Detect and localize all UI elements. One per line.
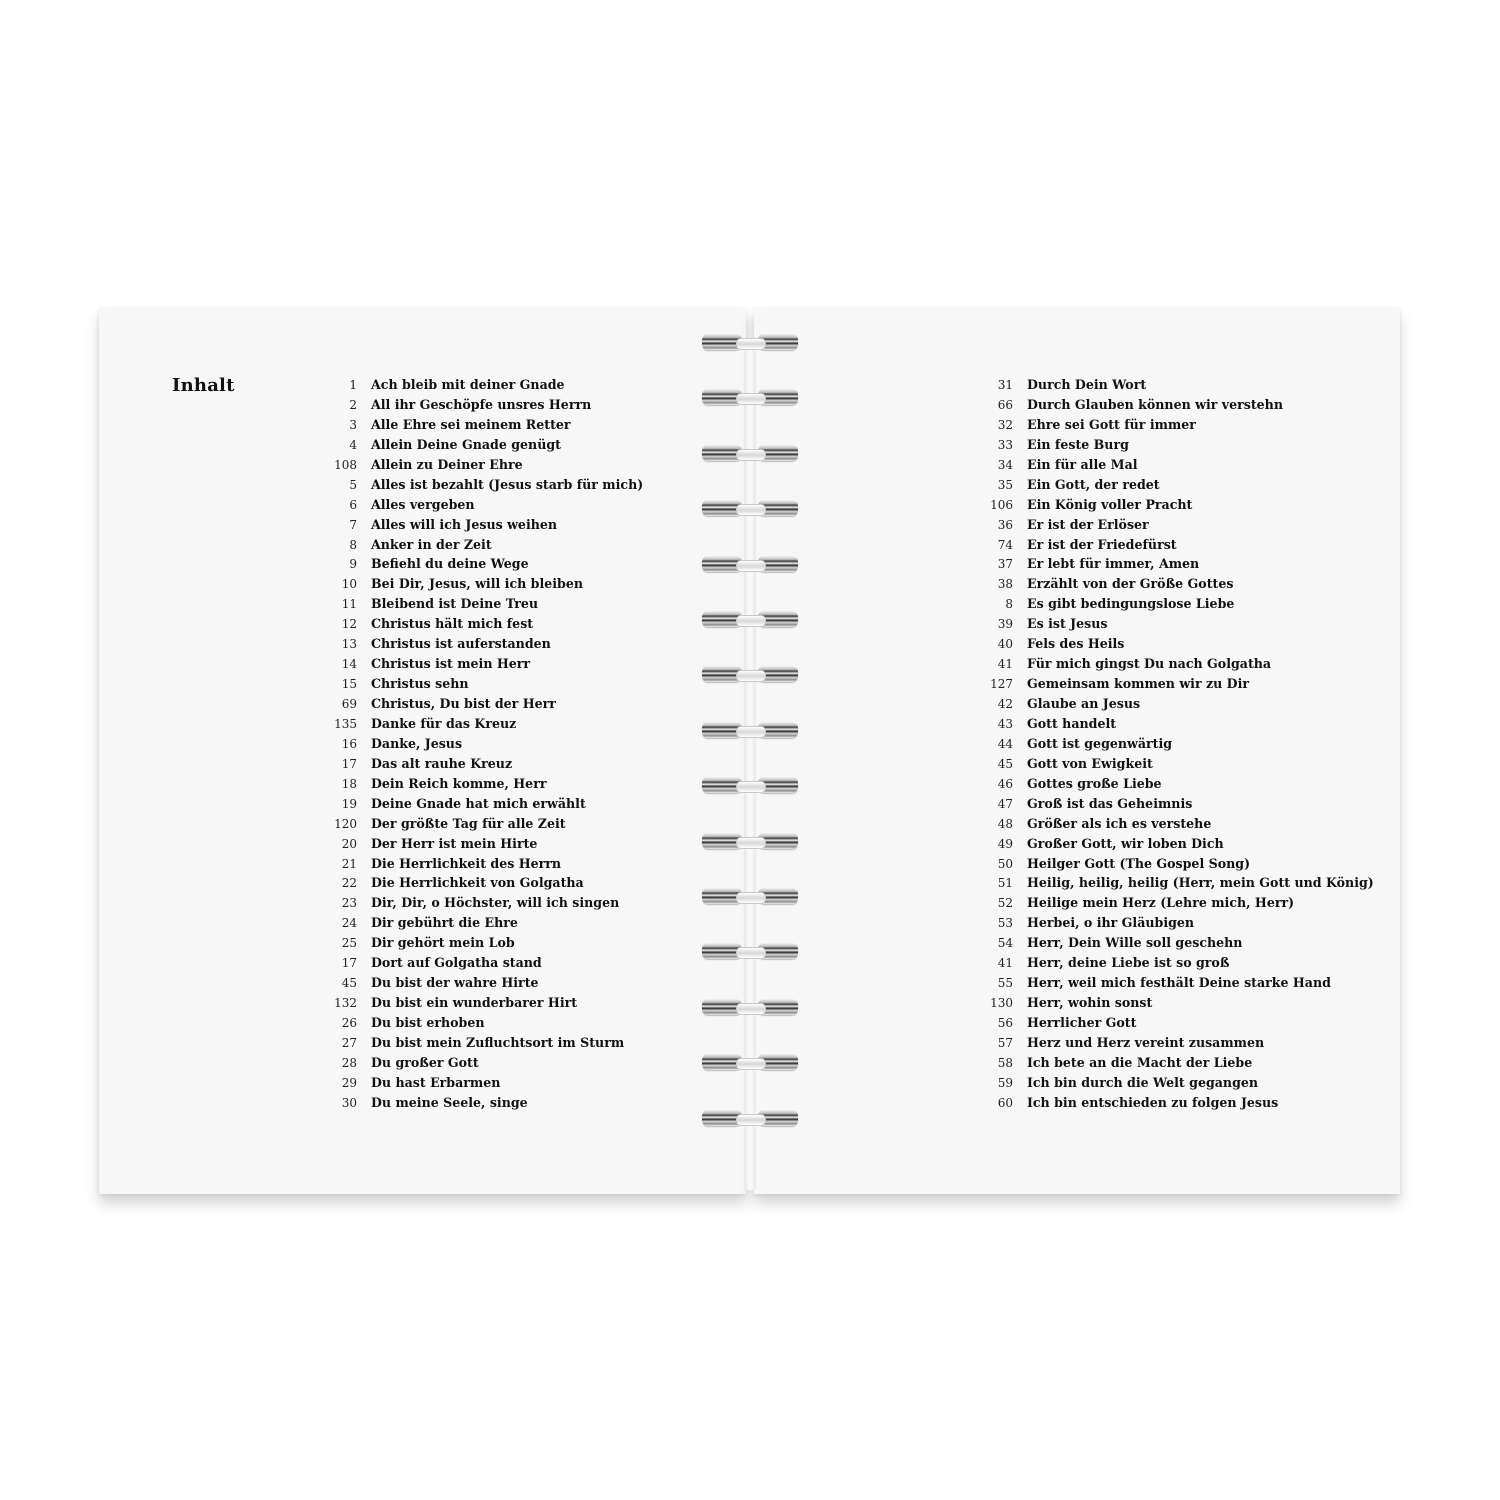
toc-entry-number: 11 xyxy=(341,597,357,612)
toc-entry xyxy=(319,654,643,674)
toc-entry xyxy=(975,814,1374,834)
toc-entry xyxy=(975,674,1374,694)
toc-entry xyxy=(319,854,643,874)
toc-entry-title: Gottes große Liebe xyxy=(1027,775,1162,791)
toc-entry-number: 18 xyxy=(341,776,357,791)
spiral-ring xyxy=(700,332,800,354)
toc-entry xyxy=(319,415,643,435)
toc-entry-number: 106 xyxy=(990,497,1013,512)
toc-entry-title: Ehre sei Gott für immer xyxy=(1027,416,1196,432)
toc-entry-title: Herr, Dein Wille soll geschehn xyxy=(1027,935,1243,951)
toc-entry xyxy=(975,754,1374,774)
toc-entry-title: Durch Dein Wort xyxy=(1027,377,1147,392)
toc-entry xyxy=(975,834,1374,854)
toc-entry xyxy=(319,475,643,495)
toc-entry-number: 37 xyxy=(997,557,1013,572)
toc-entry-number: 35 xyxy=(997,477,1013,492)
toc-entry-number: 45 xyxy=(997,756,1013,771)
toc-entry-number: 51 xyxy=(997,876,1013,891)
toc-entry-number: 3 xyxy=(349,417,357,432)
toc-entry xyxy=(319,734,643,754)
toc-list-left xyxy=(319,375,643,1113)
toc-entry-number: 10 xyxy=(341,577,357,592)
toc-entry-title: Bleibend ist Deine Treu xyxy=(371,596,538,612)
toc-entry-title: Alles ist bezahlt (Jesus starb für mich) xyxy=(371,476,644,492)
toc-entry xyxy=(975,933,1374,953)
toc-entry-title: Glaube an Jesus xyxy=(1027,696,1141,711)
toc-entry-title: Du bist ein wunderbarer Hirt xyxy=(371,995,578,1011)
toc-entry xyxy=(319,814,643,834)
toc-entry-title: Gemeinsam kommen wir zu Dir xyxy=(1027,676,1250,692)
toc-entry-number: 32 xyxy=(997,417,1013,432)
toc-entry-number: 23 xyxy=(341,896,357,911)
toc-entry xyxy=(975,893,1374,913)
toc-entry-title: Herr, weil mich festhält Deine starke Hand xyxy=(1027,975,1331,991)
toc-entry-title: Du meine Seele, singe xyxy=(371,1094,528,1110)
toc-entry-title: Herr, deine Liebe ist so groß xyxy=(1027,955,1230,971)
toc-entry-title: Der Herr ist mein Hirte xyxy=(371,835,538,851)
toc-entry-number: 12 xyxy=(341,617,357,632)
toc-entry xyxy=(319,1053,643,1073)
toc-entry-number: 29 xyxy=(341,1075,357,1090)
toc-entry-number: 135 xyxy=(334,716,357,731)
toc-entry-number: 19 xyxy=(341,796,357,811)
toc-entry-title: Es ist Jesus xyxy=(1027,616,1108,632)
toc-entry-number: 49 xyxy=(997,836,1013,851)
toc-entry-number: 40 xyxy=(997,637,1013,652)
toc-entry xyxy=(319,953,643,973)
toc-entry-title: Er ist der Friedefürst xyxy=(1027,536,1177,552)
toc-entry-title: Ein für alle Mal xyxy=(1027,456,1138,472)
toc-entry-number: 120 xyxy=(334,816,357,831)
toc-entry-title: Alles vergeben xyxy=(371,496,475,512)
toc-entry-number: 46 xyxy=(997,776,1013,791)
toc-entry-title: Du bist erhoben xyxy=(371,1015,485,1030)
toc-entry-title: Heilige mein Herz (Lehre mich, Herr) xyxy=(1027,895,1295,911)
toc-entry-title: Fels des Heils xyxy=(1027,636,1125,652)
toc-entry-title: Allein Deine Gnade genügt xyxy=(371,436,561,452)
toc-entry-title: Dort auf Golgatha stand xyxy=(371,955,542,971)
toc-entry xyxy=(319,774,643,794)
toc-entry-number: 5 xyxy=(349,477,357,492)
toc-entry xyxy=(975,395,1374,415)
toc-entry xyxy=(975,634,1374,654)
spiral-ring xyxy=(700,664,800,686)
toc-entry-number: 13 xyxy=(341,637,357,652)
toc-entry xyxy=(975,654,1374,674)
spiral-ring xyxy=(700,387,800,409)
toc-entry-title: Für mich gingst Du nach Golgatha xyxy=(1027,656,1272,672)
toc-entry xyxy=(975,854,1374,874)
spiral-ring xyxy=(700,997,800,1019)
toc-entry-title: Christus sehn xyxy=(371,676,469,692)
toc-entry-title: Großer Gott, wir loben Dich xyxy=(1027,835,1224,851)
toc-entry xyxy=(975,794,1374,814)
toc-entry-title: Er lebt für immer, Amen xyxy=(1027,556,1200,572)
toc-entry xyxy=(319,933,643,953)
toc-entry-number: 55 xyxy=(997,976,1013,991)
toc-entry xyxy=(975,913,1374,933)
toc-entry-number: 108 xyxy=(334,457,357,472)
spiral-ring xyxy=(700,831,800,853)
spiral-ring xyxy=(700,1052,800,1074)
toc-entry xyxy=(975,993,1374,1013)
toc-entry xyxy=(975,694,1374,714)
toc-entry xyxy=(319,554,643,574)
toc-entry-title: Größer als ich es verstehe xyxy=(1027,815,1212,831)
toc-entry-title: Danke, Jesus xyxy=(371,735,463,751)
toc-entry-number: 60 xyxy=(997,1095,1013,1110)
toc-entry xyxy=(319,455,643,475)
toc-entry-title: Dir gehört mein Lob xyxy=(371,935,515,951)
toc-entry-title: Heilig, heilig, heilig (Herr, mein Gott und König) xyxy=(1027,875,1374,891)
toc-entry xyxy=(319,594,643,614)
toc-entry-number: 50 xyxy=(997,856,1013,871)
toc-entry-number: 16 xyxy=(341,736,357,751)
toc-entry-number: 132 xyxy=(334,996,357,1011)
toc-entry xyxy=(319,1073,643,1093)
toc-entry-number: 33 xyxy=(997,437,1013,452)
toc-entry-number: 57 xyxy=(997,1035,1013,1050)
toc-entry-title: Anker in der Zeit xyxy=(371,536,492,552)
toc-entry-title: Herz und Herz vereint zusammen xyxy=(1027,1034,1265,1050)
toc-entry xyxy=(975,535,1374,555)
toc-entry-number: 22 xyxy=(341,876,357,891)
toc-entry xyxy=(319,794,643,814)
toc-entry-title: All ihr Geschöpfe unsres Herrn xyxy=(371,396,592,412)
toc-entry xyxy=(319,714,643,734)
toc-entry-number: 58 xyxy=(997,1055,1013,1070)
toc-entry-title: Bei Dir, Jesus, will ich bleiben xyxy=(371,576,584,592)
toc-entry-title: Das alt rauhe Kreuz xyxy=(371,755,513,771)
toc-entry-title: Herr, wohin sonst xyxy=(1027,995,1153,1011)
page-title: Inhalt xyxy=(172,375,235,396)
toc-entry-number: 15 xyxy=(341,677,357,692)
toc-entry-number: 53 xyxy=(997,916,1013,931)
spiral-ring xyxy=(700,609,800,631)
toc-entry-title: Groß ist das Geheimnis xyxy=(1027,795,1193,811)
toc-entry-title: Danke für das Kreuz xyxy=(371,715,517,731)
toc-entry xyxy=(975,415,1374,435)
spiral-ring xyxy=(700,941,800,963)
toc-entry-number: 36 xyxy=(997,517,1013,532)
spiral-ring xyxy=(700,498,800,520)
toc-entry-title: Durch Glauben können wir verstehn xyxy=(1027,396,1283,412)
toc-entry xyxy=(319,993,643,1013)
toc-entry-number: 38 xyxy=(997,577,1013,592)
toc-entry xyxy=(975,873,1374,893)
toc-entry-number: 4 xyxy=(349,437,357,452)
toc-entry xyxy=(319,495,643,515)
toc-entry-number: 6 xyxy=(349,497,357,512)
left-page xyxy=(99,307,746,1194)
toc-entry xyxy=(975,714,1374,734)
toc-entry xyxy=(975,495,1374,515)
toc-entry xyxy=(319,634,643,654)
toc-entry xyxy=(319,395,643,415)
toc-entry-title: Gott ist gegenwärtig xyxy=(1027,735,1173,751)
toc-entry xyxy=(319,375,643,395)
toc-entry xyxy=(319,674,643,694)
toc-entry-title: Alles will ich Jesus weihen xyxy=(371,516,558,532)
toc-entry-number: 17 xyxy=(341,956,357,971)
toc-entry-number: 14 xyxy=(341,657,357,672)
toc-entry-number: 9 xyxy=(349,557,357,572)
toc-entry xyxy=(319,435,643,455)
toc-entry xyxy=(319,1093,643,1113)
toc-entry-title: Der größte Tag für alle Zeit xyxy=(371,815,566,831)
toc-entry xyxy=(975,554,1374,574)
toc-entry xyxy=(975,973,1374,993)
toc-entry-title: Es gibt bedingungslose Liebe xyxy=(1027,596,1235,612)
toc-entry xyxy=(975,1053,1374,1073)
toc-entry-title: Herrlicher Gott xyxy=(1027,1015,1137,1030)
toc-entry xyxy=(319,535,643,555)
toc-entry-number: 28 xyxy=(341,1055,357,1070)
toc-entry-title: Ich bin entschieden zu folgen Jesus xyxy=(1027,1094,1279,1110)
toc-entry xyxy=(975,515,1374,535)
toc-entry-title: Christus, Du bist der Herr xyxy=(371,696,556,711)
toc-entry xyxy=(975,1033,1374,1053)
toc-entry-number: 2 xyxy=(349,397,357,412)
toc-entry-title: Die Herrlichkeit des Herrn xyxy=(371,855,562,871)
toc-entry-number: 41 xyxy=(997,956,1013,971)
toc-entry-number: 1 xyxy=(349,378,357,392)
toc-entry-title: Gott handelt xyxy=(1027,715,1117,731)
toc-entry xyxy=(975,1073,1374,1093)
toc-entry xyxy=(975,435,1374,455)
toc-list-right xyxy=(975,375,1374,1113)
toc-entry xyxy=(975,774,1374,794)
toc-entry-number: 17 xyxy=(341,756,357,771)
toc-entry-number: 8 xyxy=(349,537,357,552)
toc-entry-number: 47 xyxy=(997,796,1013,811)
toc-entry-number: 127 xyxy=(990,677,1013,692)
toc-entry-number: 69 xyxy=(341,697,357,711)
toc-entry-title: Du hast Erbarmen xyxy=(371,1074,501,1090)
toc-entry-number: 54 xyxy=(997,936,1013,951)
toc-entry-number: 45 xyxy=(341,976,357,991)
toc-entry-title: Allein zu Deiner Ehre xyxy=(371,456,523,472)
toc-entry xyxy=(319,893,643,913)
toc-entry-number: 59 xyxy=(997,1075,1013,1090)
toc-entry-title: Christus hält mich fest xyxy=(371,616,534,632)
spiral-ring xyxy=(700,720,800,742)
toc-entry-title: Erzählt von der Größe Gottes xyxy=(1027,576,1234,592)
toc-entry-number: 42 xyxy=(997,697,1013,711)
toc-entry xyxy=(975,475,1374,495)
toc-entry xyxy=(319,614,643,634)
toc-entry-number: 8 xyxy=(1005,597,1013,612)
spiral-ring xyxy=(700,1108,800,1130)
toc-entry-number: 21 xyxy=(341,856,357,871)
toc-entry xyxy=(975,594,1374,614)
toc-entry xyxy=(975,574,1374,594)
toc-entry-title: Ach bleib mit deiner Gnade xyxy=(371,377,565,392)
toc-entry xyxy=(975,614,1374,634)
spiral-ring xyxy=(700,775,800,797)
toc-entry-title: Er ist der Erlöser xyxy=(1027,516,1149,532)
toc-entry-number: 27 xyxy=(341,1035,357,1050)
toc-entry xyxy=(319,694,643,714)
toc-entry-number: 48 xyxy=(997,816,1013,831)
toc-entry xyxy=(319,913,643,933)
toc-entry-number: 25 xyxy=(341,936,357,951)
toc-entry xyxy=(319,574,643,594)
toc-entry xyxy=(319,973,643,993)
toc-entry-number: 66 xyxy=(997,397,1013,412)
toc-entry xyxy=(319,1033,643,1053)
spiral-ring xyxy=(700,886,800,908)
toc-entry xyxy=(319,754,643,774)
toc-entry-number: 26 xyxy=(341,1016,357,1030)
toc-entry-number: 44 xyxy=(997,736,1013,751)
toc-entry-number: 30 xyxy=(341,1095,357,1110)
toc-entry-title: Ein Gott, der redet xyxy=(1027,476,1160,492)
toc-entry-title: Du bist der wahre Hirte xyxy=(371,975,539,991)
toc-entry-title: Du bist mein Zufluchtsort im Sturm xyxy=(371,1034,625,1050)
toc-entry-title: Christus ist mein Herr xyxy=(371,656,531,672)
toc-entry xyxy=(319,515,643,535)
spiral-ring xyxy=(700,443,800,465)
toc-entry-title: Ein feste Burg xyxy=(1027,436,1129,452)
toc-entry xyxy=(975,953,1374,973)
toc-entry-number: 39 xyxy=(997,617,1013,632)
toc-entry-number: 130 xyxy=(990,996,1013,1011)
toc-entry-title: Du großer Gott xyxy=(371,1054,479,1070)
toc-entry-number: 31 xyxy=(997,378,1013,392)
toc-entry-title: Heilger Gott (The Gospel Song) xyxy=(1027,855,1251,871)
toc-entry-title: Herbei, o ihr Gläubigen xyxy=(1027,915,1195,931)
toc-entry-title: Deine Gnade hat mich erwählt xyxy=(371,795,586,811)
toc-entry xyxy=(975,375,1374,395)
toc-entry-title: Dir, Dir, o Höchster, will ich singen xyxy=(371,895,620,911)
toc-entry-title: Ich bete an die Macht der Liebe xyxy=(1027,1054,1253,1070)
toc-entry-number: 20 xyxy=(341,836,357,851)
toc-entry-title: Alle Ehre sei meinem Retter xyxy=(371,416,571,432)
toc-entry-number: 56 xyxy=(997,1016,1013,1030)
toc-entry-title: Dein Reich komme, Herr xyxy=(371,775,547,791)
toc-entry xyxy=(975,455,1374,475)
toc-entry xyxy=(319,1013,643,1033)
toc-entry-number: 34 xyxy=(997,457,1013,472)
toc-entry-number: 24 xyxy=(341,916,357,931)
toc-entry-title: Ein König voller Pracht xyxy=(1027,496,1193,512)
toc-entry-title: Dir gebührt die Ehre xyxy=(371,915,518,931)
toc-entry xyxy=(975,734,1374,754)
toc-entry-title: Christus ist auferstanden xyxy=(371,636,551,652)
toc-entry-number: 43 xyxy=(997,716,1013,731)
spiral-ring xyxy=(700,554,800,576)
toc-entry-title: Ich bin durch die Welt gegangen xyxy=(1027,1074,1259,1090)
toc-entry xyxy=(975,1093,1374,1113)
spiral-binding xyxy=(700,325,800,1175)
toc-entry xyxy=(319,834,643,854)
right-page xyxy=(754,307,1400,1194)
toc-entry xyxy=(975,1013,1374,1033)
toc-entry-number: 7 xyxy=(349,517,357,532)
toc-entry-number: 41 xyxy=(997,657,1013,672)
toc-entry-number: 74 xyxy=(997,537,1013,552)
toc-entry-title: Die Herrlichkeit von Golgatha xyxy=(371,875,584,891)
toc-entry-title: Befiehl du deine Wege xyxy=(371,556,529,572)
toc-entry-title: Gott von Ewigkeit xyxy=(1027,755,1153,771)
toc-entry-number: 52 xyxy=(997,896,1013,911)
toc-entry xyxy=(319,873,643,893)
